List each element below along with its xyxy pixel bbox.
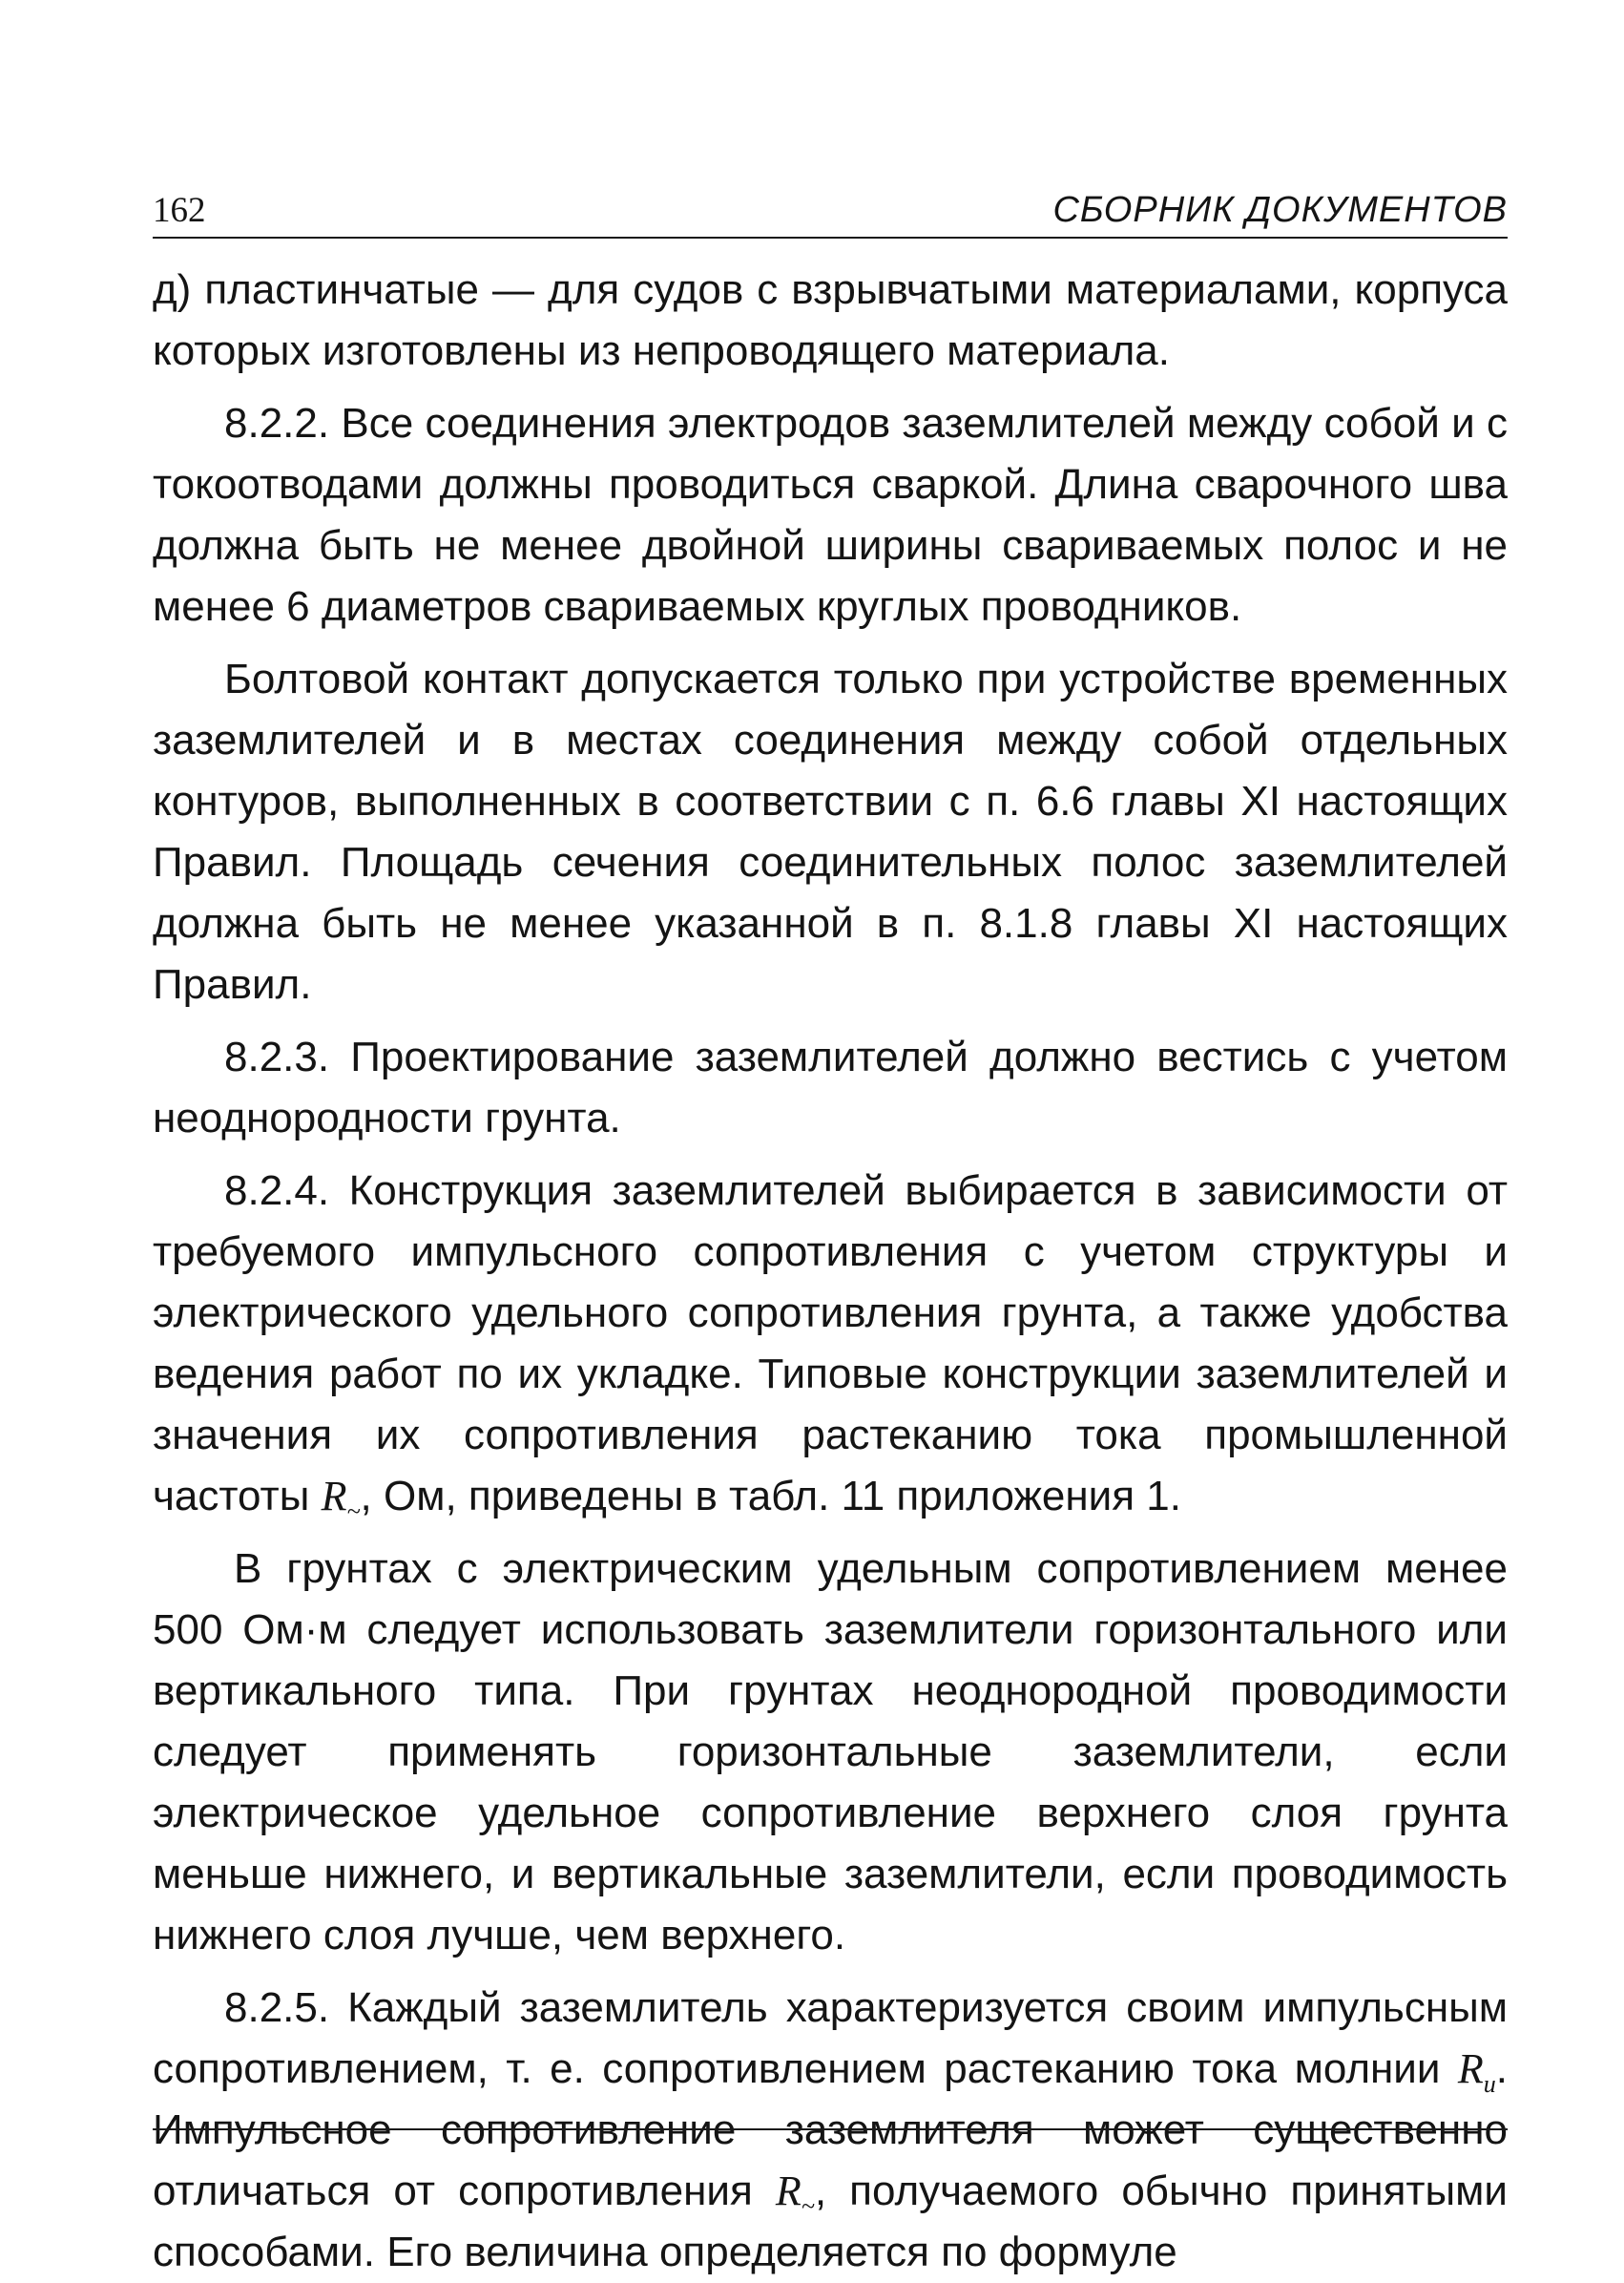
symbol-r: R <box>1457 2045 1484 2092</box>
subscript-tilde: ~ <box>346 1497 361 1525</box>
bottom-rule <box>153 2128 1508 2130</box>
symbol-r-impulse <box>1457 2045 1496 2098</box>
body-text <box>153 260 1508 2283</box>
symbol-r: R <box>775 2168 802 2214</box>
page-number: 162 <box>153 191 206 230</box>
paragraph-8-2-4 <box>153 1161 1508 1527</box>
symbol-r-tilde <box>775 2168 815 2220</box>
symbol-r-tilde <box>321 1473 361 1525</box>
paragraph-8-2-2: 8.2.2. Все соединения электродов заземлителей между собой и с токоотводами должны проводиться сваркой. Длина сварочного шва должна быть не менее двойной ширины свариваемых полос и не менее 6 диаметров свариваемых круглых проводников. <box>153 400 1508 630</box>
running-header <box>153 179 1508 239</box>
symbol-r: R <box>321 1473 347 1519</box>
paragraph-item-d: д) пластинчатые — для судов с взрывчатыми материалами, корпуса которых изготовлены из непроводящего материала. <box>153 266 1508 374</box>
paragraph-8-2-4-text-before: 8.2.4. Конструкция заземлителей выбирается в зависимости от требуемого импульсного сопротивления с учетом структуры и электрического удельного сопротивления грунта, а также удобства ведения работ по их укладке. Типовые конструкции заземлителей и значения их сопротивления растеканию тока промышленной частоты <box>153 1167 1508 1519</box>
document-page <box>153 179 1508 2283</box>
subscript-i: и <box>1483 2069 1496 2098</box>
paragraph-8-2-3: 8.2.3. Проектирование заземлителей должно вестись с учетом неоднородности грунта. <box>153 1034 1508 1142</box>
paragraph-soil-types: В грунтах с электрическим удельным сопротивлением менее 500 Ом·м следует использовать заземлители горизонтального или вертикального типа. При грунтах неоднородной проводимости следует применять горизонтальные заземлители, если электрическое удельное сопротивление верхнего слоя грунта меньше нижнего, и вертикальные заземлители, если проводимость нижнего слоя лучше, чем верхнего. <box>153 1545 1508 1958</box>
paragraph-8-2-4-text-after: , Ом, приведены в табл. 11 приложения 1. <box>360 1473 1181 1519</box>
paragraph-8-2-5-text-after: , получаемого обычно принятыми способами. Его величина определяется по формуле <box>153 2168 1509 2275</box>
paragraph-bolted-contact: Болтовой контакт допускается только при устройстве временных заземлителей и в местах соединения между собой отдельных контуров, выполненных в соответствии с п. 6.6 главы XI настоящих Правил. Площадь сечения соединительных полос заземлителей должна быть не менее указанной в п. 8.1.8 главы XI настоящих Правил. <box>153 656 1508 1008</box>
subscript-tilde: ~ <box>801 2191 815 2220</box>
paragraph-8-2-5-text-before: 8.2.5. Каждый заземлитель характеризуется своим импульсным сопротивлением, т. е. сопротивлением растеканию тока молнии <box>153 1984 1508 2092</box>
paragraph-8-2-5 <box>153 1978 1508 2283</box>
paragraph-8-2-5-text-middle: . Импульсное сопротивление заземлителя может существенно отличаться от сопротивления <box>153 2045 1508 2214</box>
running-title: СБОРНИК ДОКУМЕНТОВ <box>1052 190 1508 230</box>
